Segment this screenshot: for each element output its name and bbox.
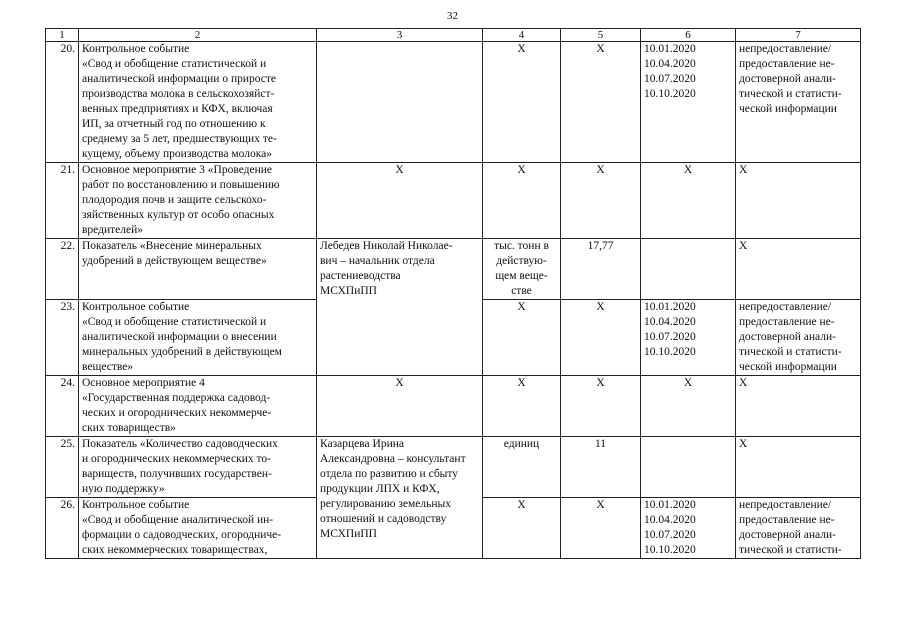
row-number: 21. [46, 163, 79, 239]
responsible-cell: Лебедев Николай Николае- вич – начальник отдела растениеводства МСХПиПП [317, 239, 483, 376]
value-cell: 11 [561, 437, 641, 498]
table-row [46, 376, 861, 437]
unit-cell: Х [483, 498, 561, 559]
row-description: Основное мероприятие 3 «Проведение работ по восстановлению и повышению плодородия почв и защите сельскохо- зяйственных культур от особо опасных вредителей» [79, 163, 317, 239]
dates-cell: Х [641, 376, 736, 437]
risk-cell: Х [736, 163, 861, 239]
unit-cell: Х [483, 300, 561, 376]
dates-cell [641, 239, 736, 300]
responsible-cell: Х [317, 376, 483, 437]
unit-cell: Х [483, 42, 561, 163]
risk-cell: Х [736, 437, 861, 498]
value-cell: Х [561, 42, 641, 163]
row-number: 25. [46, 437, 79, 498]
unit-cell: Х [483, 163, 561, 239]
responsible-cell [317, 42, 483, 163]
risk-cell: непредоставление/ предоставление не- достоверной анали- тической и статисти- ческой информации [736, 300, 861, 376]
header-row [46, 29, 861, 42]
row-description: Контрольное событие «Свод и обобщение аналитической ин- формации о садоводческих, огородниче- ских некоммерческих товариществах, [79, 498, 317, 559]
table-row [46, 163, 861, 239]
row-number: 26. [46, 498, 79, 559]
row-number: 22. [46, 239, 79, 300]
dates-cell: 10.01.2020 10.04.2020 10.07.2020 10.10.2020 [641, 42, 736, 163]
responsible-cell [317, 437, 483, 559]
column-header: 2 [79, 29, 317, 42]
column-header: 6 [641, 29, 736, 42]
row-description: Контрольное событие «Свод и обобщение статистической и аналитической информации о приросте производства молока в сельскохозяйст- венных предприятиях и КФХ, включая ИП, за отчетный год по отношению к среднему за 5 лет, предшествующих те- кущему, объему производства молока» [79, 42, 317, 163]
value-cell: Х [561, 163, 641, 239]
dates-cell: 10.01.2020 10.04.2020 10.07.2020 10.10.2020 [641, 300, 736, 376]
responsible-cell: Х [317, 163, 483, 239]
column-header: 3 [317, 29, 483, 42]
column-header: 1 [46, 29, 79, 42]
risk-cell: Х [736, 239, 861, 300]
responsible-text: Казарцева Ирина Александровна – консультант отдела по развитию и сбыту продукции ЛПХ и КФХ, регулированию земельных отношений и садоводству МСХПиПП [320, 438, 466, 540]
row-number: 23. [46, 300, 79, 376]
page-number: 32 [447, 10, 458, 22]
row-number: 20. [46, 42, 79, 163]
row-description: Показатель «Внесение минеральных удобрений в действующем веществе» [79, 239, 317, 300]
table-row [46, 239, 861, 300]
dates-cell: 10.01.2020 10.04.2020 10.07.2020 10.10.2020 [641, 498, 736, 559]
unit-cell: тыс. тонн в действую- щем веще- стве [483, 239, 561, 300]
document-table [45, 28, 861, 559]
column-header: 7 [736, 29, 861, 42]
value-cell: Х [561, 376, 641, 437]
row-description: Контрольное событие «Свод и обобщение статистической и аналитической информации о внесении минеральных удобрений в действующем веществе» [79, 300, 317, 376]
value-cell: Х [561, 498, 641, 559]
column-header: 4 [483, 29, 561, 42]
dates-cell: Х [641, 163, 736, 239]
risk-cell: Х [736, 376, 861, 437]
row-description: Основное мероприятие 4 «Государственная поддержка садовод- ческих и огороднических некоммерче- ских товариществ» [79, 376, 317, 437]
table-row [46, 437, 861, 498]
value-cell: Х [561, 300, 641, 376]
row-number: 24. [46, 376, 79, 437]
unit-cell: Х [483, 376, 561, 437]
row-description: Показатель «Количество садоводческих и огороднических некоммерческих то- вариществ, получивших государствен- ную поддержку» [79, 437, 317, 498]
unit-cell: единиц [483, 437, 561, 498]
table-row [46, 42, 861, 163]
risk-cell: непредоставление/ предоставление не- достоверной анали- тической и статисти- ческой информации [736, 42, 861, 163]
dates-cell [641, 437, 736, 498]
value-cell: 17,77 [561, 239, 641, 300]
risk-cell: непредоставление/ предоставление не- достоверной анали- тической и статисти- [736, 498, 861, 559]
column-header: 5 [561, 29, 641, 42]
